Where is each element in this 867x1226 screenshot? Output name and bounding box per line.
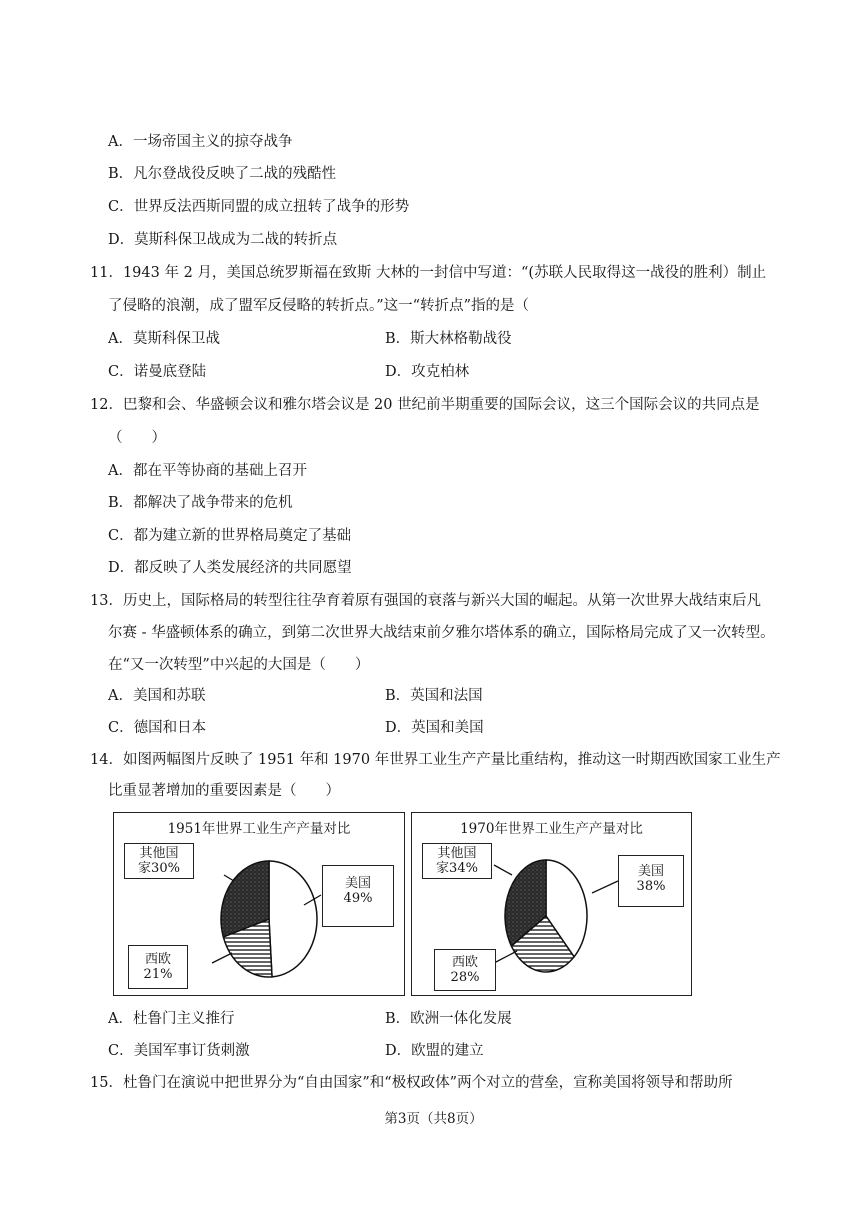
q12-stem-line1: 12．巴黎和会、华盛顿会议和雅尔塔会议是 20 世纪前半期重要的国际会议，这三个国际会议的共同点是 xyxy=(90,397,760,413)
callout-1970-west-europe: 西欧 28% xyxy=(434,949,496,991)
q14-option-d: D．欧盟的建立 xyxy=(385,1043,484,1059)
callout-1970-usa: 美国 38% xyxy=(618,855,684,907)
q10-option-d: D．莫斯科保卫战成为二战的转折点 xyxy=(108,232,338,248)
q10-option-a: A．一场帝国主义的掠夺战争 xyxy=(108,134,293,150)
q11-stem-line2: 了侵略的浪潮，成了盟军反侵略的转折点。”这一“转折点”指的是（ xyxy=(108,298,529,314)
q14-stem-line2: 比重显著增加的重要因素是（ ） xyxy=(108,783,340,799)
q13-option-c: C．德国和日本 xyxy=(108,720,207,736)
callout-1951-west-europe: 西欧 21% xyxy=(128,945,188,989)
q15-stem-line1: 15．杜鲁门在演说中把世界分为“自由国家”和“极权政体”两个对立的营垒，宣称美国将领导和帮助所 xyxy=(90,1075,733,1091)
pie-chart-1951 xyxy=(113,812,405,996)
q11-option-c: C．诺曼底登陆 xyxy=(108,364,207,380)
q14-option-c: C．美国军事订货刺激 xyxy=(108,1043,250,1059)
page-footer: 第3页（共8页） xyxy=(384,1111,483,1127)
q11-option-a: A．莫斯科保卫战 xyxy=(108,331,220,347)
q11-stem-line1: 11．1943 年 2 月，美国总统罗斯福在致斯 大林的一封信中写道：“(苏联人民取得这一战役的胜利）制止 xyxy=(90,265,767,281)
q14-stem-line1: 14．如图两幅图片反映了 1951 年和 1970 年世界工业生产产量比重结构，推动这一时期西欧国家工业生产 xyxy=(90,752,781,768)
q12-option-b: B．都解决了战争带来的危机 xyxy=(108,495,293,511)
q13-stem-line1: 13．历史上，国际格局的转型往往孕育着原有强国的衰落与新兴大国的崛起。从第一次世界大战结束后凡 xyxy=(90,593,761,609)
q13-option-d: D．英国和美国 xyxy=(385,720,484,736)
q12-option-c: C．都为建立新的世界格局奠定了基础 xyxy=(108,528,352,544)
q13-option-a: A．美国和苏联 xyxy=(108,688,206,704)
callout-1951-others: 其他国 家30% xyxy=(124,843,194,879)
pie-slice-usa xyxy=(269,861,317,977)
leader-line xyxy=(212,953,232,963)
q11-option-d: D．攻克柏林 xyxy=(385,364,470,380)
chart-title-1951: 1951年世界工业生产产量对比 xyxy=(167,821,351,837)
leader-line xyxy=(494,865,512,875)
leader-line xyxy=(494,951,517,963)
q14-option-a: A．杜鲁门主义推行 xyxy=(108,1011,235,1027)
q14-option-b: B．欧洲一体化发展 xyxy=(385,1011,512,1027)
q13-option-b: B．英国和法国 xyxy=(385,688,483,704)
q12-option-d: D．都反映了人类发展经济的共同愿望 xyxy=(108,560,352,576)
q10-option-c: C．世界反法西斯同盟的成立扭转了战争的形势 xyxy=(108,199,410,215)
q11-option-b: B．斯大林格勒战役 xyxy=(385,331,512,347)
leader-line xyxy=(224,875,234,881)
pie-chart-1970 xyxy=(411,812,692,996)
callout-1951-usa: 美国 49% xyxy=(322,865,394,927)
callout-1970-others: 其他国 家34% xyxy=(422,843,492,879)
q12-option-a: A．都在平等协商的基础上召开 xyxy=(108,463,307,479)
q10-option-b: B．凡尔登战役反映了二战的残酷性 xyxy=(108,166,337,182)
leader-line xyxy=(592,881,618,893)
q13-stem-line3: 在“又一次转型”中兴起的大国是（ ） xyxy=(108,657,370,673)
chart-title-1970: 1970年世界工业生产产量对比 xyxy=(460,821,643,837)
q12-stem-line2: （ ） xyxy=(108,430,166,446)
q13-stem-line2: 尔赛 - 华盛顿体系的确立，到第二次世界大战结束前夕雅尔塔体系的确立，国际格局完成了又一次转型。 xyxy=(108,625,775,641)
